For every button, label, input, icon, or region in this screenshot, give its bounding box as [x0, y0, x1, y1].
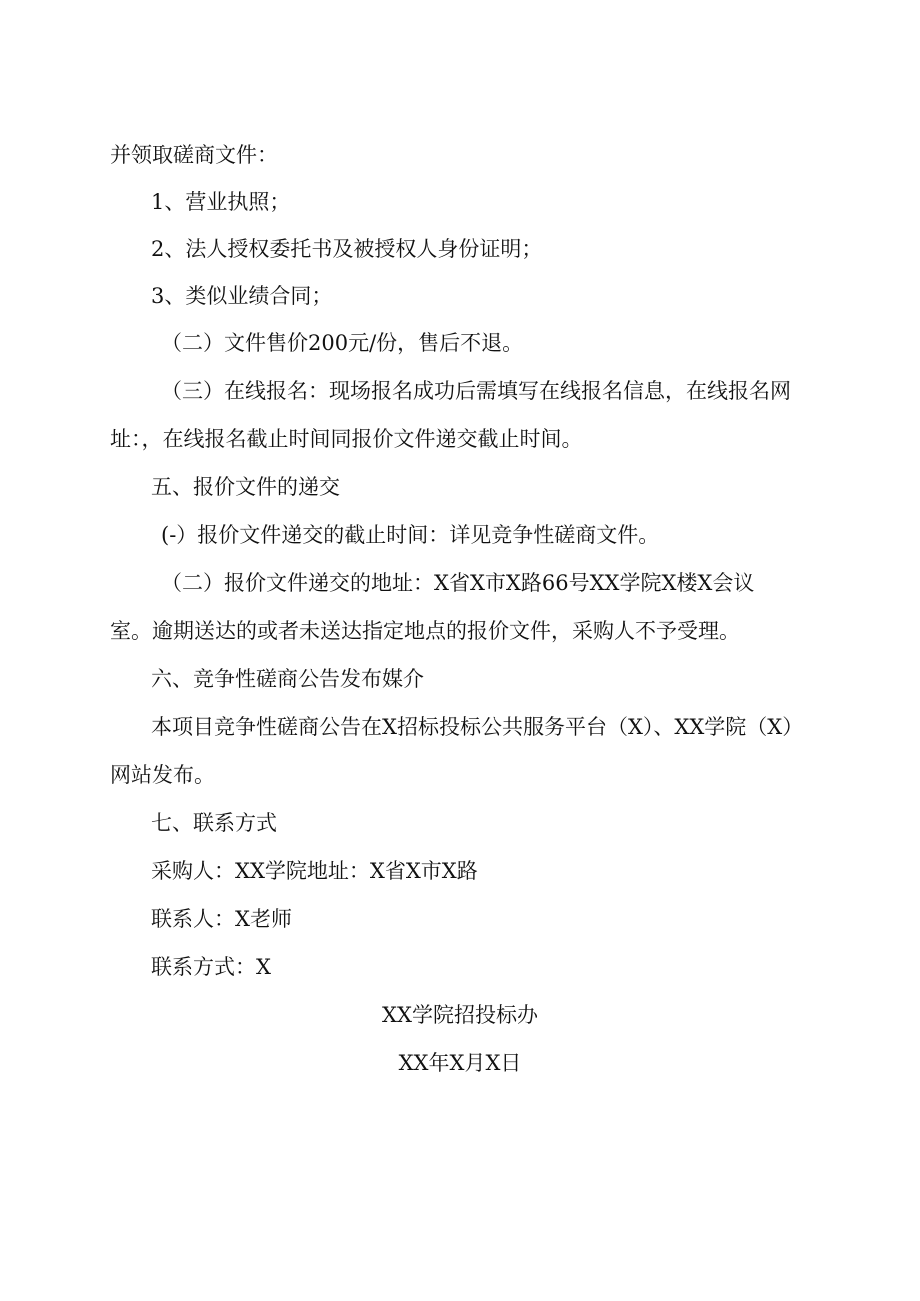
text-line-1: 并领取磋商文件： — [110, 143, 278, 167]
signature-date: XX年X月X日 — [398, 1051, 522, 1075]
text-line-10: （二）报价文件递交的地址：X省X市X路66号XX学院X楼X会议 — [161, 571, 755, 595]
section-heading-5: 五、报价文件的递交 — [151, 475, 340, 499]
section-heading-7: 七、联系方式 — [151, 811, 277, 835]
text-line-7: 址：，在线报名截止时间同报价文件递交截止时间。 — [110, 427, 583, 451]
text-line-6: （三）在线报名：现场报名成功后需填写在线报名信息，在线报名网 — [161, 379, 791, 403]
text-line-11: 室。逾期送达的或者未送达指定地点的报价文件，采购人不予受理。 — [110, 619, 740, 643]
signature-org: XX学院招投标办 — [382, 1003, 538, 1027]
text-line-3: 2、法人授权委托书及被授权人身份证明； — [151, 237, 543, 261]
text-line-2: 1、营业执照； — [151, 190, 291, 214]
text-line-13: 本项目竞争性磋商公告在X招标投标公共服务平台（X）、XX学院（X） — [151, 715, 804, 739]
contact-person-line: 联系人：X老师 — [151, 907, 292, 931]
text-line-9: (-）报价文件递交的截止时间：详见竞争性磋商文件。 — [161, 523, 660, 547]
text-line-4: 3、类似业绩合同； — [151, 284, 333, 308]
text-line-14: 网站发布。 — [110, 763, 215, 787]
contact-method-line: 联系方式：X — [151, 955, 271, 979]
purchaser-line: 采购人：XX学院地址：X省X市X路 — [151, 859, 478, 883]
section-heading-6: 六、竞争性磋商公告发布媒介 — [151, 667, 424, 691]
text-line-5: （二）文件售价200元/份，售后不退。 — [161, 331, 524, 355]
